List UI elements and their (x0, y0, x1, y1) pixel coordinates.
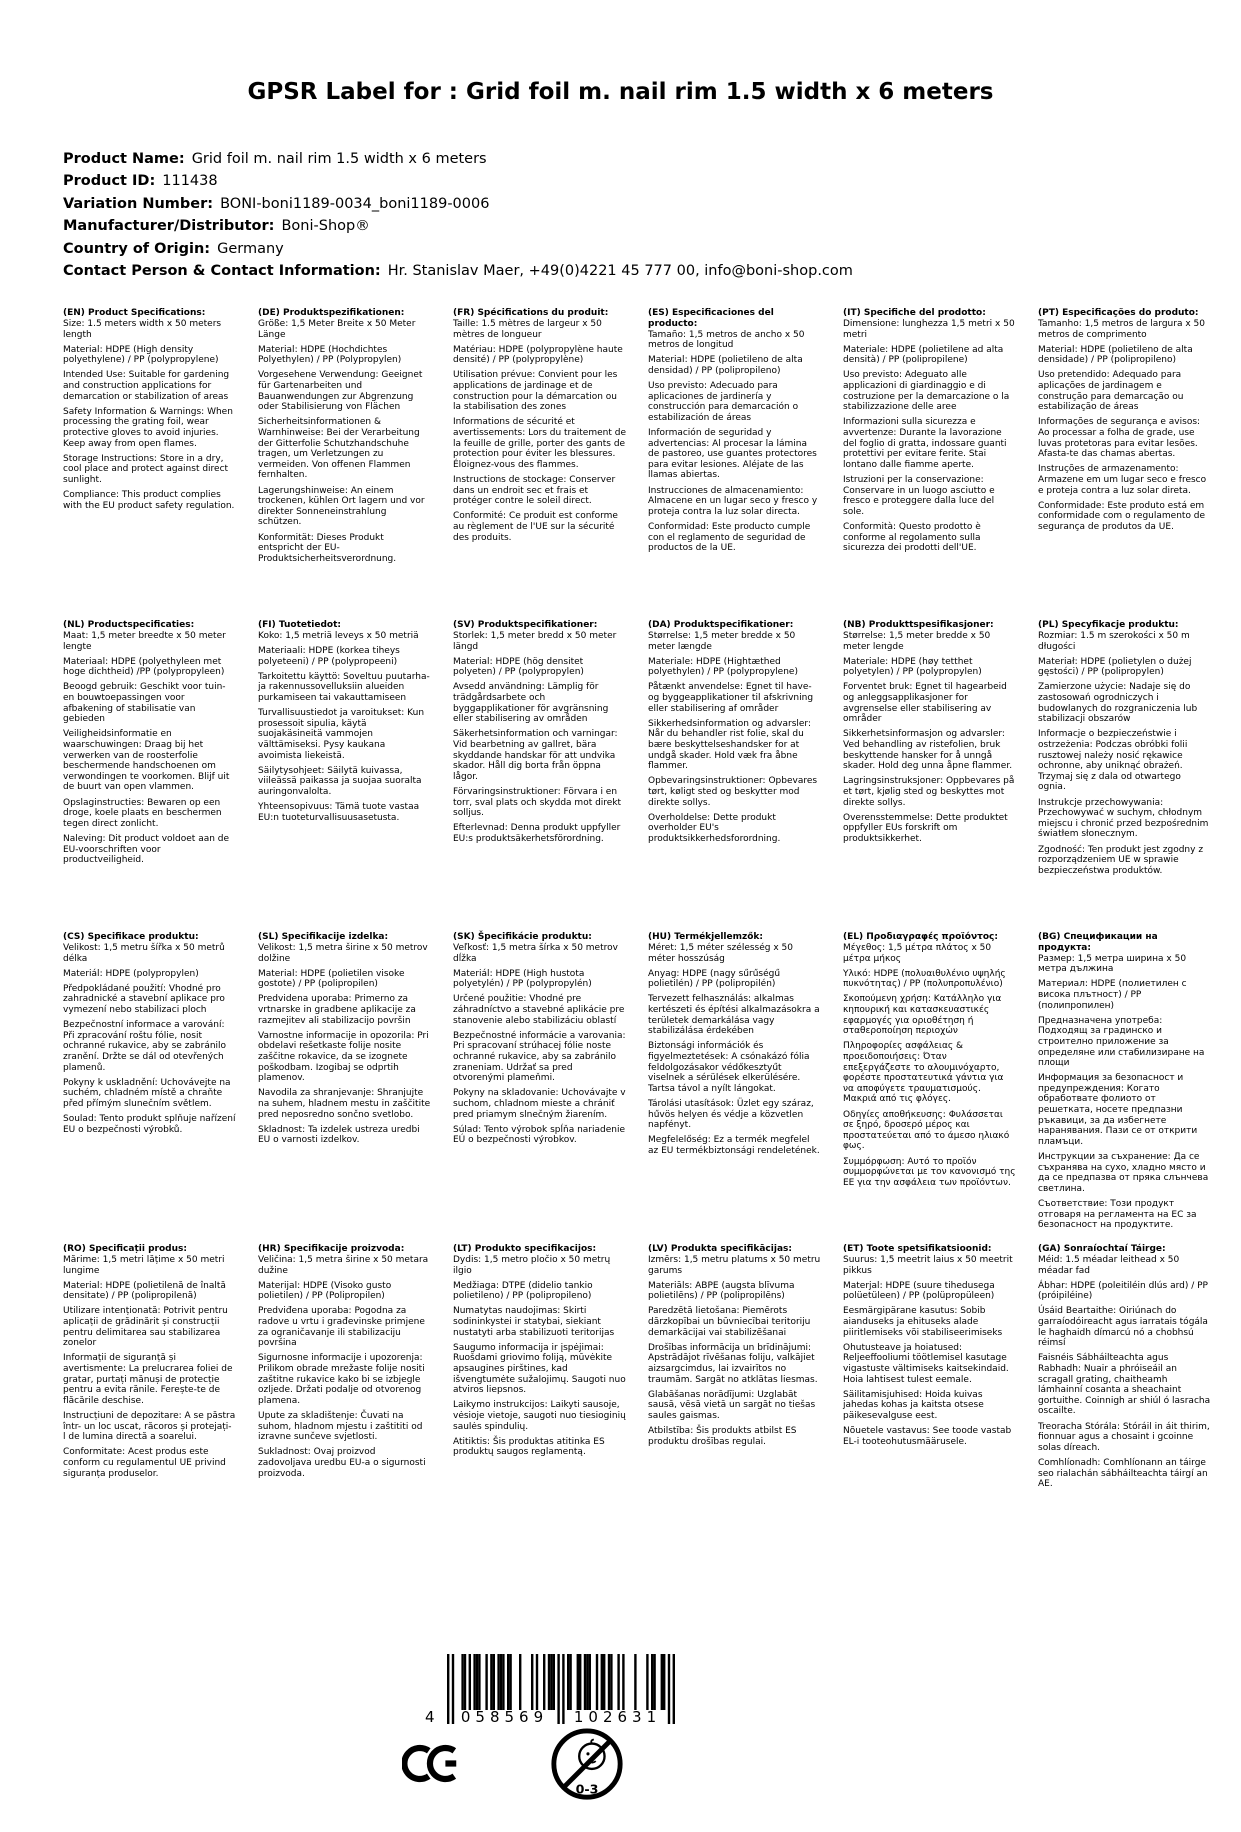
spec-paragraph: Matériau: HDPE (polypropylène haute densité) / PP (polypropylène) (453, 344, 623, 366)
spec-paragraph: Drošības informācija un brīdinājumi: Apstrādājot rīvēšanas foliju, valkājiet aizsargcimdus, lai izvairītos no traumām. Sargāt no atklātas liesmas. (648, 1342, 818, 1385)
spec-paragraph: Saugumo informacija ir įspėjimai: Ruošdami griovimo foliją, mūvėkite apsaugines pirštines, kad išvengtumėte sužalojimų. Saugoti nuo atviros liepsnos. (453, 1342, 626, 1396)
spec-paragraph: Materijal: HDPE (Visoko gusto polietilen) / PP (Polipropilen) (258, 1280, 392, 1302)
spec-paragraph: Pokyny na skladovanie: Uchovávajte v suchom, chladnom mieste a chrániť pred priamym slnečným žiarením. (453, 1088, 626, 1120)
spec-paragraph: Navodila za shranjevanje: Shranjujte na suhem, hladnem mestu in zaščitite pred neposredno sončno svetlobo. (258, 1088, 431, 1120)
spec-paragraph: Πληροφορίες ασφάλειας & προειδοποιήσεις: Όταν επεξεργάζεστε το αλουμινόχαρτο, φορέστε προστατευτικά γάντια για να αποφύγετε τραυματισμούς. Μακριά από τις φλόγες. (843, 1041, 1004, 1105)
spec-paragraph: Konformität: Dieses Produkt entspricht der EU-Produktsicherheitsverordnung. (258, 532, 397, 564)
spec-paragraph: Material: HDPE (hög densitet polyeten) / PP (polypropylen) (453, 656, 584, 678)
spec-paragraph: Ohutusteave ja hoiatused: Reljeeffooliumi töötlemisel kasutage vigastuste vältimiseks kaitsekindaid. Hoia lahtisest tulest eemale. (843, 1342, 1009, 1385)
language-block-el (843, 932, 1016, 1244)
spec-paragraph: Efterlevnad: Denna produkt uppfyller EU:s produktsäkerhetsförordning. (453, 823, 621, 844)
spec-paragraph: Materiál: HDPE (High hustota polyetylén) / PP (polypropylén) (453, 968, 592, 990)
spec-paragraph: Tervezett felhasználás: alkalmas kertészeti és építési alkalmazásokra a területek demarkálása vagy stabilizálása érdekében (648, 994, 820, 1037)
spec-paragraph: Biztonsági információk és figyelmeztetések: A csónakázó fólia feldolgozásakor védőkesztyűt viselnek a sérülések elkerülésére. Tartsa távol a nyílt lángokat. (648, 1041, 810, 1094)
spec-paragraph: Uso pretendido: Adequado para aplicações de jardinagem e construção para demarcação ou estabilização de áreas (1038, 370, 1184, 413)
language-block-heading: (NB) Produkttspesifikasjoner: (843, 620, 994, 631)
spec-paragraph: Anyag: HDPE (nagy sűrűségű polietilén) / PP (polipropilén) (648, 968, 781, 990)
language-block-en (63, 308, 236, 620)
spec-paragraph: Instrucciones de almacenamiento: Almacene en un lugar seco y fresco y proteja contra la luz solar directa. (648, 485, 818, 517)
spec-paragraph: Megfelelőség: Ez a termék megfelel az EU termékbiztonsági rendeletének. (648, 1135, 820, 1156)
language-block-heading: (RO) Specificații produs: (63, 1244, 187, 1255)
spec-paragraph: Koko: 1,5 metriä leveys x 50 metriä (258, 631, 419, 642)
spec-paragraph: Instrucțiuni de depozitare: A se păstra într- un loc uscat, răcoros și protejați- l de lumina directă a soarelui. (63, 1410, 236, 1443)
spec-paragraph: Opslaginstructies: Bewaren op een droge, koele plaats en beschermen tegen direct zonlicht. (63, 797, 222, 829)
spec-paragraph: Velikost: 1,5 metra širine x 50 metrov dolžine (258, 943, 428, 964)
spec-paragraph: Säkerhetsinformation och varningar: Vid bearbetning av gallret, bära skyddande handskar för att undvika skador. Håll dig borta från öppna lågor. (453, 729, 618, 782)
spec-paragraph: Sukladnost: Ovaj proizvod zadovoljava uredbu EU-a o sigurnosti proizvoda. (258, 1447, 426, 1479)
field-label: Manufacturer/Distributor: (63, 218, 275, 235)
spec-paragraph: Úsáid Beartaithe: Oiriúnach do garraíodóireacht agus iarratais tógála le haghaidh dímarcú nó a chobhsú réimsí (1038, 1306, 1208, 1349)
spec-paragraph: Säilitamisjuhised: Hoida kuivas jahedas kohas ja kaitsta otsese päikesevalguse eest. (843, 1389, 984, 1421)
product-field-manufacturer (63, 215, 1241, 237)
language-block-heading: (ES) Especificaciones del producto: (648, 308, 774, 330)
spec-paragraph: Veľkosť: 1,5 metra šírka x 50 metrov dĺžka (453, 943, 618, 964)
spec-paragraph: Lagringsinstruksjoner: Oppbevares på et tørt, kjølig sted og beskyttes mot direkte sollys. (843, 776, 1015, 808)
spec-paragraph: Faisnéis Sábháilteachta agus Rabhadh: Nuair a phróiseáil an scragall grating, chaitheamh lámhainní cosanta a sheachaint gortuithe. Coinnigh ar shiúl ó lasracha oscailte. (1038, 1353, 1211, 1417)
language-block-heading: (EL) Προδιαγραφές προϊόντος: (843, 932, 998, 943)
product-field-name (63, 148, 1241, 170)
spec-paragraph: Materiale: HDPE (Hightæthed polyethylen) / PP (polypropylene) (648, 656, 798, 678)
spec-paragraph: Yhteensopivuus: Tämä tuote vastaa EU:n tuoteturvallisuusasetusta. (258, 802, 420, 823)
spec-paragraph: Размер: 1,5 метра ширина x 50 метра дължина (1038, 953, 1187, 975)
language-block-heading: (PL) Specyfikacje produktu: (1038, 620, 1179, 631)
spec-paragraph: Určené použitie: Vhodné pre záhradníctvo a stavebné aplikácie pre stanovenie alebo stabilizáciu oblastí (453, 994, 625, 1026)
spec-paragraph: Instruções de armazenamento: Armazene em um lugar seco e fresco e proteja contra a luz solar direta. (1038, 464, 1207, 496)
language-block-pl (1038, 620, 1211, 932)
spec-paragraph: Opbevaringsinstruktioner: Opbevares tørt, køligt sted og beskytter mod direkte sollys. (648, 776, 818, 808)
field-label: Variation Number: (63, 195, 214, 212)
language-block-heading: (NL) Productspecificaties: (63, 620, 195, 631)
field-label: Contact Person & Contact Information: (63, 263, 381, 280)
spec-paragraph: Numatytas naudojimas: Skirti sodininkystei ir statybai, siekiant nustatyti arba stabilizuoti teritorijas (453, 1306, 615, 1338)
spec-paragraph: Varnostne informacije in opozorila: Pri obdelavi rešetkaste folije nosite zaščitne rokavice, da se izognete poškodbam. Izogibaj se odprtih plamenov. (258, 1030, 429, 1084)
spec-paragraph: Safety Information & Warnings: When processing the grating foil, wear protective gloves to avoid injuries. Keep away from open flames. (63, 406, 233, 449)
spec-paragraph: Uso previsto: Adeguato alle applicazioni di giardinaggio e di costruzione per la demarcazione o la stabilizzazione delle aree (843, 370, 1010, 413)
spec-paragraph: Taille: 1.5 mètres de largeur x 50 mètres de longueur (453, 319, 602, 340)
spec-paragraph: Sicherheitsinformationen & Warnhinweise: Bei der Verarbeitung der Gitterfolie Schutzhandschuhe tragen, um Verletzungen zu vermeiden. Von offenen Flammen fernhalten. (258, 417, 420, 481)
field-value: Boni-Shop® (281, 218, 370, 235)
spec-paragraph: Dydis: 1,5 metro pločio x 50 metrų ilgio (453, 1255, 611, 1276)
language-block-lv (648, 1244, 821, 1556)
spec-paragraph: Material: HDPE (polietileno de alta densidad) / PP (polipropileno) (648, 355, 803, 376)
spec-paragraph: Méid: 1.5 méadar leithead x 50 méadar fad (1038, 1255, 1180, 1276)
ean-barcode (425, 1654, 677, 1732)
spec-paragraph: Størrelse: 1,5 meter bredde x 50 meter længde (648, 631, 796, 652)
spec-paragraph: Bezpečnostní informace a varování: Při zpracování roštu fólie, nosit ochranné rukavice, aby se zabránilo zranění. Držte se dál od otevřených plamenů. (63, 1020, 227, 1073)
product-field-origin (63, 238, 1241, 260)
spec-paragraph: Ábhar: HDPE (poleitiléin dlús ard) / PP (próipiléine) (1038, 1280, 1208, 1302)
spec-paragraph: Материал: HDPE (полиетилен с висока плътност) / PP (полипропилен) (1038, 979, 1187, 1011)
language-block-sk (453, 932, 626, 1244)
spec-paragraph: Información de seguridad y advertencias: Al procesar la lámina de pastoreo, use guantes protectores para evitar lesiones. Aléjate de las llamas abiertas. (648, 428, 817, 481)
language-block-hr (258, 1244, 431, 1556)
field-label: Country of Origin: (63, 240, 211, 257)
spec-paragraph: Paredzētā lietošana: Piemērots dārzkopībai un būvniecībai teritoriju demarkācijai vai stabilizēšanai (648, 1306, 811, 1338)
field-value: Hr. Stanislav Maer, +49(0)4221 45 777 00, info@boni-shop.com (387, 263, 853, 280)
page-title: GPSR Label for : Grid foil m. nail rim 1.5 width x 6 meters (247, 79, 994, 105)
spec-paragraph: Materiaal: HDPE (polyethyleen met hoge dichtheid) /PP (polypropyleen) (63, 656, 225, 678)
gpsr-label-page (0, 78, 1241, 1832)
spec-paragraph: Eesmärgipärane kasutus: Sobib aianduseks ja ehituseks alade piiritlemiseks või stabiliseerimiseks (843, 1306, 1003, 1338)
field-label: Product Name: (63, 151, 185, 167)
language-block-cs (63, 932, 236, 1244)
language-block-heading: (IT) Specifiche del prodotto: (843, 308, 986, 319)
product-field-id (63, 170, 1241, 192)
spec-paragraph: Medžiaga: DTPE (didelio tankio polietileno) / PP (polipropileno) (453, 1280, 593, 1302)
language-block-heading: (GA) Sonraíochtaí Táirge: (1038, 1244, 1166, 1255)
spec-paragraph: Upute za skladištenje: Čuvati na suhom, hladnom mjestu i zaštititi od izravne sunčeve svjetlosti. (258, 1410, 423, 1443)
spec-paragraph: Beoogd gebruik: Geschikt voor tuin- en bouwtoepassingen voor afbakening of stabilisatie van gebieden (63, 682, 226, 725)
spec-paragraph: Sikkerhedsinformation og advarsler: Når du behandler rist folie, skal du bære beskyttelseshandsker for at undgå skader. Hold væk fra åbne flammer. (648, 718, 811, 772)
field-label: Product ID: (63, 173, 156, 190)
language-block-hu (648, 932, 821, 1244)
product-field-variation (63, 193, 1241, 215)
language-block-nb (843, 620, 1016, 932)
spec-paragraph: Forventet bruk: Egnet til hagearbeid og anleggsapplikasjoner for avgrenselse eller stabilisering av områder (843, 682, 1007, 725)
language-block-fi (258, 620, 431, 932)
spec-paragraph: Treoracha Stórála: Stóráil in áit thirim, fionnuar agus a chosaint i gcoinne solas díreach. (1038, 1421, 1210, 1453)
language-block-heading: (SL) Specifikacije izdelka: (258, 932, 389, 943)
spec-paragraph: Storlek: 1,5 meter bredd x 50 meter längd (453, 631, 617, 652)
spec-paragraph: Maat: 1,5 meter breedte x 50 meter lengte (63, 631, 226, 652)
product-field-contact (63, 260, 1241, 282)
barcode-first-digit: 4 (425, 1708, 435, 1726)
spec-paragraph: Tamaño: 1,5 metros de ancho x 50 metros de longitud (648, 329, 805, 351)
spec-paragraph: Méret: 1,5 méter szélesség x 50 méter hosszúság (648, 943, 793, 964)
language-block-sl (258, 932, 431, 1244)
spec-paragraph: Size: 1.5 meters width x 50 meters length (63, 319, 222, 340)
spec-paragraph: Istruzioni per la conservazione: Conservare in un luogo asciutto e fresco e proteggere dalla luce del sole. (843, 474, 995, 517)
spec-paragraph: Påtænkt anvendelse: Egnet til have- og byggeapplikationer til afskrivning eller stabilisering af områder (648, 682, 814, 714)
spec-paragraph: Materiał: HDPE (polietylen o dużej gęstości) / PP (polipropylen) (1038, 656, 1192, 678)
spec-paragraph: Compliance: This product complies with the EU product safety regulation. (63, 490, 235, 511)
spec-paragraph: Materiale: HDPE (høy tetthet polyetylen) / PP (polypropylen) (843, 656, 982, 678)
spec-paragraph: Conformitate: Acest produs este conform cu regulamentul UE privind siguranța produselor. (63, 1447, 226, 1479)
spec-paragraph: Förvaringsinstruktioner: Förvara i en torr, sval plats och skydda mot direkt solljus. (453, 786, 622, 819)
spec-paragraph: Comhlíonadh: Comhlíonann an táirge seo rialachán sábháilteachta táirgí an AE. (1038, 1457, 1208, 1490)
language-block-es (648, 308, 821, 620)
language-block-heading: (FR) Spécifications du produit: (453, 308, 609, 319)
spec-paragraph: Informações de segurança e avisos: Ao processar a folha de grade, use luvas protetoras para evitar lesões. Afasta-te das chamas abertas. (1038, 417, 1201, 460)
spec-paragraph: Pokyny k uskladnění: Uchovávejte na suchém, chladném místě a chraňte před přímým slunečním světlem. (63, 1077, 231, 1109)
spec-paragraph: Materjal: HDPE (suure tihedusega polüetüleen) / PP (polüpropüleen) (843, 1280, 995, 1302)
spec-paragraph: Rozmiar: 1.5 m szerokości x 50 m długości (1038, 631, 1190, 652)
spec-paragraph: Conformidad: Este producto cumple con el reglamento de seguridad de productos de la UE. (648, 521, 811, 554)
spec-paragraph: Tárolási utasítások: Üzlet egy száraz, hűvös helyen és védje a közvetlen napfényt. (648, 1098, 814, 1131)
spec-paragraph: Nõuetele vastavus: See toode vastab EL-i tooteohutusmäärusele. (843, 1426, 1012, 1447)
spec-paragraph: Skladnost: Ta izdelek ustreza uredbi EU o varnosti izdelkov. (258, 1124, 420, 1146)
spec-paragraph: Materiaali: HDPE (korkea tiheys polyeteeni) / PP (polypropeeni) (258, 646, 400, 667)
language-block-heading: (HR) Specifikacije proizvoda: (258, 1244, 405, 1255)
spec-paragraph: Σκοπούμενη χρήση: Κατάλληλο για κηπουρική και κατασκευαστικές εφαρμογές για οριοθέτηση ή σταθεροποίηση περιοχών (843, 994, 1002, 1037)
language-block-ro (63, 1244, 236, 1556)
spec-paragraph: Overholdelse: Dette produkt overholder EU's produktsikkerhedsforordning. (648, 812, 781, 844)
spec-paragraph: Súlad: Tento výrobok spĺňa nariadenie EÚ o bezpečnosti výrobkov. (453, 1124, 626, 1146)
language-block-da (648, 620, 821, 932)
spec-paragraph: Naleving: Dit product voldoet aan de EU-voorschriften voor productveiligheid. (63, 833, 230, 866)
ce-mark-icon (402, 1740, 464, 1787)
spec-paragraph: Veiligheidsinformatie en waarschuwingen: Draag bij het verwerken van de roosterfolie beschermende handschoenen om verwondingen te voorkomen. Blijf uit de buurt van open vlammen. (63, 729, 230, 793)
spec-paragraph: Instrukcje przechowywania: Przechowywać w suchym, chłodnym miejscu i chronić przed bezpośrednim światłem słonecznym. (1038, 797, 1209, 840)
spec-paragraph: Conformidade: Este produto está em conformidade com o regulamento de segurança de produtos da UE. (1038, 500, 1206, 532)
spec-paragraph: Predvidena uporaba: Primerno za vrtnarske in gradbene aplikacije za razmejitev ali stabilizacijo površin (258, 994, 416, 1026)
spec-paragraph: Dimensione: lunghezza 1,5 metri x 50 metri (843, 319, 1015, 340)
spec-paragraph: Zgodność: Ten produkt jest zgodny z rozporządzeniem UE w sprawie bezpieczeństwa produktów. (1038, 844, 1204, 876)
spec-paragraph: Intended Use: Suitable for gardening and construction applications for demarcation or stabilization of areas (63, 370, 230, 402)
age-warning-icon (548, 1722, 626, 1810)
spec-paragraph: Informations de sécurité et avertissements: Lors du traitement de la feuille de grille, porter des gants de protection pour éviter les blessures. Éloignez-vous des flammes. (453, 417, 626, 470)
spec-paragraph: Materiál: HDPE (polypropylen) (63, 968, 199, 979)
spec-paragraph: Suurus: 1,5 meetrit laius x 50 meetrit pikkus (843, 1255, 1013, 1276)
spec-paragraph: Material: HDPE (High density polyethylene) / PP (polypropylene) (63, 344, 219, 366)
spec-paragraph: Tamanho: 1,5 metros de largura x 50 metros de comprimento (1038, 319, 1205, 340)
field-value: Germany (217, 240, 284, 257)
spec-paragraph: Material: HDPE (Hochdichtes Polyethylen) / PP (Polypropylen) (258, 344, 402, 366)
language-block-heading: (LT) Produkto specifikacijos: (453, 1244, 597, 1255)
language-block-it (843, 308, 1016, 620)
spec-paragraph: Informații de siguranță și avertismente: La prelucrarea foliei de gratar, purtați mănuși de protecție pentru a evita rănile. Ferește-te de flăcările deschise. (63, 1353, 233, 1406)
spec-paragraph: Material: HDPE (polietilenă de înaltă densitate) / PP (polipropilenă) (63, 1280, 226, 1302)
language-block-heading: (LV) Produkta specifikācijas: (648, 1244, 792, 1255)
spec-paragraph: Vorgesehene Verwendung: Geeignet für Gartenarbeiten und Bauanwendungen zur Abgrenzung oder Stabilisierung von Flächen (258, 370, 423, 413)
spec-paragraph: Laikymo instrukcijos: Laikyti sausoje, vėsioje vietoje, saugoti nuo tiesioginių saulės spindulių. (453, 1400, 626, 1432)
spec-paragraph: Συμμόρφωση: Αυτό το προϊόν συμμορφώνεται με τον κανονισμό της ΕΕ για την ασφάλεια των προϊόντων. (843, 1156, 1016, 1188)
spec-paragraph: Velikost: 1,5 metru šířka x 50 metrů délka (63, 943, 225, 964)
language-block-heading: (SV) Produktspecifikationer: (453, 620, 598, 631)
spec-paragraph: Předpokládané použití: Vhodné pro zahradnické a stavební aplikace pro vymezení nebo stabilizaci ploch (63, 983, 225, 1016)
spec-paragraph: Съответствие: Този продукт отговаря на регламента на ЕС за безопасност на продуктите. (1038, 1198, 1197, 1231)
language-block-nl (63, 620, 236, 932)
language-block-heading: (EN) Product Specifications: (63, 308, 206, 319)
language-block-lt (453, 1244, 626, 1556)
spec-paragraph: Størrelse: 1,5 meter bredde x 50 meter lengde (843, 631, 991, 652)
spec-paragraph: Turvallisuustiedot ja varoitukset: Kun prosessoit sipulia, käytä suojakäsineitä vammojen välttämiseksi. Pysy kaukana avoimista liekeistä. (258, 708, 425, 761)
language-block-heading: (CS) Specifikace produktu: (63, 932, 199, 943)
spec-paragraph: Υλικό: HDPE (πολυαιθυλένιο υψηλής πυκνότητας) / PP (πολυπροπυλένιο) (843, 968, 1006, 990)
spec-paragraph: Atbilstība: Šis produkts atbilst ES produktu drošības regulai. (648, 1426, 797, 1447)
spec-paragraph: Conformité: Ce produit est conforme au règlement de l'UE sur la sécurité des produits. (453, 511, 618, 543)
spec-paragraph: Soulad: Tento produkt splňuje nařízení EU o bezpečnosti výrobků. (63, 1114, 236, 1135)
spec-paragraph: Предназначена употреба: Подходящ за градинско и строително приложение за определяне или стабилизиране на площи (1038, 1015, 1205, 1069)
spec-paragraph: Atitiktis: Šis produktas atitinka ES produktų saugos reglamentą. (453, 1436, 605, 1458)
spec-paragraph: Utilizare intenționată: Potrivit pentru aplicații de grădinărit și construcții pentru delimitarea sau stabilizarea zonelor (63, 1306, 228, 1349)
product-info (63, 148, 1241, 282)
spec-paragraph: Bezpečnostné informácie a varovania: Pri spracovaní strúhacej fólie noste ochranné rukavice, aby sa zabránilo zraneniam. Udržať sa pred otvorenými plameňmi. (453, 1030, 626, 1084)
language-block-de (258, 308, 431, 620)
spec-paragraph: Utilisation prévue: Convient pour les applications de jardinage et de construction pour la démarcation ou la stabilisation des zones (453, 370, 618, 413)
spec-paragraph: Materiāls: ABPE (augsta blīvuma polietilēns) / PP (polipropilēns) (648, 1280, 795, 1302)
field-value: BONI-boni1189-0034_boni1189-0006 (220, 195, 490, 212)
spec-paragraph: Overensstemmelse: Dette produktet oppfyller EUs forskrift om produktsikkerhet. (843, 812, 1008, 844)
language-block-pt (1038, 308, 1211, 620)
spec-paragraph: Tarkoitettu käyttö: Soveltuu puutarha- ja rakennussovelluksiin alueiden purkamiseen tai vakauttamiseen (258, 671, 430, 704)
language-block-sv (453, 620, 626, 932)
spec-paragraph: Mărime: 1,5 metri lățime x 50 metri lungime (63, 1255, 225, 1276)
spec-paragraph: Veličina: 1,5 metra širine x 50 metara dužine (258, 1255, 429, 1276)
spec-paragraph: Informacje o bezpieczeństwie i ostrzeżenia: Podczas obróbki folii rusztowej należy nosić rękawice ochronne, aby uniknąć obrażeń. Trzymaj się z dala od otwartego ognia. (1038, 729, 1188, 793)
spec-paragraph: Instructions de stockage: Conserver dans un endroit sec et frais et protéger contre le soleil direct. (453, 474, 616, 507)
language-block-ga (1038, 1244, 1211, 1556)
spec-paragraph: Predviđena uporaba: Pogodna za radove u vrtu i građevinske primjene za ograničavanje ili stabilizaciju površina (258, 1306, 425, 1349)
spec-paragraph: Μέγεθος: 1,5 μέτρα πλάτος x 50 μέτρα μήκος (843, 943, 992, 964)
language-block-bg (1038, 932, 1211, 1244)
language-block-heading: (FI) Tuotetiedot: (258, 620, 342, 631)
spec-paragraph: Οδηγίες αποθήκευσης: Φυλάσσεται σε ξηρό, δροσερό μέρος και προστατεύεται από το άμεσο ηλιακό φως. (843, 1109, 1010, 1152)
spec-paragraph: Säilytysohjeet: Säilytä kuivassa, viileässä paikassa ja suojaa suoralta auringonvalolta. (258, 765, 422, 797)
language-grid (63, 308, 1211, 1556)
language-block-heading: (BG) Спецификации на продукта: (1038, 932, 1158, 954)
language-block-heading: (HU) Termékjellemzők: (648, 932, 764, 943)
spec-paragraph: Material: HDPE (polietileno de alta densidade) / PP (polipropileno) (1038, 344, 1193, 366)
spec-paragraph: Informazioni sulla sicurezza e avvertenze: Durante la lavorazione del foglio di gratta, indossare guanti protettivi per evitare ferite. Stai lontano dalle fiamme aperte. (843, 417, 1007, 470)
language-block-heading: (DA) Produktspecifikationer: (648, 620, 794, 631)
field-value: Grid foil m. nail rim 1.5 width x 6 meters (191, 151, 487, 167)
language-block-heading: (SK) Špecifikácie produktu: (453, 932, 592, 943)
language-block-et (843, 1244, 1016, 1556)
language-block-heading: (PT) Especificações do produto: (1038, 308, 1199, 319)
language-block-fr (453, 308, 626, 620)
spec-paragraph: Информация за безопасност и предупреждения: Когато обработвате фолиото от решетката, носете предпазни ръкавици, за да избегнете наранявания. Пази се от открити пламъци. (1038, 1073, 1198, 1147)
age-range-label: 0-3 (575, 1781, 599, 1797)
spec-paragraph: Uso previsto: Adecuado para aplicaciones de jardinería y construcción para demarcación o estabilización de áreas (648, 381, 799, 423)
barcode-left-digits: 058569 (460, 1708, 549, 1726)
spec-paragraph: Sikkerhetsinformasjon og advarsler: Ved behandling av ristefolien, bruk beskyttende hansker for å unngå skader. Hold deg unna åpne flammer. (843, 729, 1013, 772)
spec-paragraph: Conformità: Questo prodotto è conforme al regolamento sulla sicurezza dei prodotti dell'UE. (843, 521, 981, 554)
spec-paragraph: Zamierzone użycie: Nadaje się do zastosowań ogrodniczych i budowlanych do rozgraniczenia lub stabilizacji obszarów (1038, 682, 1198, 725)
spec-paragraph: Storage Instructions: Store in a dry, cool place and protect against direct sunlight. (63, 453, 229, 485)
spec-paragraph: Avsedd användning: Lämplig för trädgårdsarbete och byggapplikationer för avgränsning eller stabilisering av områden (453, 682, 609, 725)
barcode-right-digits: 102631 (573, 1708, 662, 1726)
language-block-heading: (ET) Toote spetsifikatsioonid: (843, 1244, 992, 1255)
field-value: 111438 (162, 173, 218, 190)
spec-paragraph: Größe: 1,5 Meter Breite x 50 Meter Länge (258, 319, 416, 340)
spec-paragraph: Sigurnosne informacije i upozorenja: Prilikom obrade mrežaste folije nositi zaštitne rukavice kako bi se izbjegle ozljede. Držati podalje od otvorenog plamena. (258, 1353, 425, 1406)
spec-paragraph: Izmērs: 1,5 metru platums x 50 metru garums (648, 1255, 821, 1276)
language-block-heading: (DE) Produktspezifikationen: (258, 308, 405, 319)
spec-paragraph: Инструкции за съхранение: Да се съхранява на сухо, хладно място и да се предпазва от пряка слънчева светлина. (1038, 1152, 1209, 1194)
spec-paragraph: Glabāšanas norādījumi: Uzglabāt sausā, vēsā vietā un sargāt no tiešas saules gaismas. (648, 1389, 816, 1421)
spec-paragraph: Material: HDPE (polietilen visoke gostote) / PP (polipropilen) (258, 968, 405, 990)
spec-paragraph: Materiale: HDPE (polietilene ad alta densità) / PP (polipropilene) (843, 344, 1004, 366)
spec-paragraph: Lagerungshinweise: An einem trockenen, kühlen Ort lagern und vor direkter Sonneneinstrahlung schützen. (258, 485, 425, 528)
